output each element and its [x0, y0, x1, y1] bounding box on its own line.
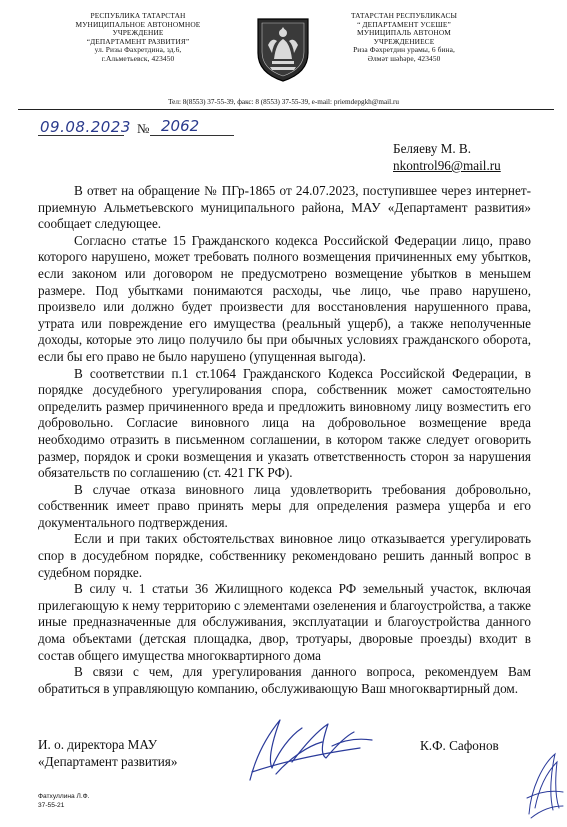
header-right-line: УЧРЕЖДЕНИЕСЕ: [373, 36, 435, 46]
header-left-line: “ДЕПАРТАМЕНТ РАЗВИТИЯ”: [86, 36, 190, 46]
header-left-line: РЕСПУБЛИКА ТАТАРСТАН: [90, 11, 186, 20]
header-left-line: ул. Ризы Фахретдина, зд.6,: [94, 45, 182, 55]
header-right-line: Әлмәт шәһәре, 423450: [367, 53, 441, 63]
header-right-line: “ ДЕПАРТАМЕНТ УСЕШЕ”: [357, 19, 451, 29]
executor-block: [38, 793, 90, 810]
addressee-email[interactable]: nkontrol96@mail.ru: [393, 158, 501, 173]
header-right-line: Риза Фәхретдин урамы, 6 бина,: [353, 45, 455, 55]
header-left-block: [52, 12, 224, 64]
signatory-position-line: И. о. директора МАУ: [38, 737, 158, 752]
body-paragraph: В соответствии п.1 ст.1064 Гражданского Кодекса Российской Федерации, в порядке досудебного урегулирования спора, собственник может самостоятельно определить размер причиненного вреда и предложить виновному лицу возместить его добровольно. Согласие виновного лица на добровольное возмещение вреда необходимо отразить в письменном соглашении, в котором также следует оговорить размер, порядок и сроки возмещения и указать ответственность сторон за нарушения обязательств по соглашению (ст. 421 ГК РФ).: [38, 365, 531, 481]
body-paragraph: В связи с чем, для урегулирования данного вопроса, рекомендуем Вам обратиться в управляющую компанию, обслуживающую Ваш многоквартирный дом.: [38, 664, 531, 696]
header-right-block: [318, 12, 490, 64]
header-left-line: МУНИЦИПАЛЬНОЕ АВТОНОМНОЕ: [75, 19, 201, 29]
executor-phone: 37-55-21: [38, 801, 65, 809]
registration-number-label: №: [137, 121, 150, 136]
handwritten-mark: [521, 748, 567, 822]
addressee-name: Беляеву М. В.: [393, 141, 472, 156]
header-left-line: г.Альметьевск, 423450: [101, 53, 175, 63]
body-paragraph: В случае отказа виновного лица удовлетворить требования добровольно, собственник имеет право принять меры для определения размера ущерба и его документального подтверждения.: [38, 481, 531, 530]
header-right-line: ТАТАРСТАН РЕСПУБЛИКАСЫ: [350, 11, 458, 20]
signatory-position: [38, 736, 177, 770]
signatory-position-line: «Департамент развития»: [38, 754, 178, 769]
header-left-line: УЧРЕЖДЕНИЕ: [112, 28, 164, 38]
registration-date: 09.08.2023: [40, 118, 131, 136]
contacts-line: Тел: 8(8553) 37-55-39, факс: 8 (8553) 37-55-39, e-mail: priemdepgkh@mail.ru: [168, 98, 399, 106]
body-paragraph: Если и при таких обстоятельствах виновное лицо отказывается урегулировать спор в досудебном порядке, собственнику рекомендовано решить данный вопрос в судебном порядке.: [38, 531, 531, 580]
header-divider: [18, 109, 554, 110]
registration-number: 2062: [161, 117, 200, 135]
body-paragraph: Согласно статье 15 Гражданского кодекса Российской Федерации лицо, право которого нарушено, может требовать полного возмещения причиненных ему убытков, если законом или договором не предусмотрено возмещение убытков в меньшем размере. Под убытками понимаются расходы, чье лицо, чье право нарушено, произвело или должно будет произвести для восстановления нарушенного права, утрата или повреждение его имущества (реальный ущерб), а также неполученные доходы, которые это лицо получило бы при обычных условиях гражданского оборота, если бы его право не было нарушено (упущенная выгода).: [38, 232, 531, 364]
registration-number-underline: [150, 135, 234, 136]
addressee-block: [393, 140, 501, 174]
registration-date-underline: [38, 135, 124, 136]
coat-of-arms-icon: [254, 15, 312, 83]
letter-body: [38, 183, 531, 697]
body-paragraph: В силу ч. 1 статьи 36 Жилищного кодекса РФ земельный участок, включая прилегающую к нему территорию с элементами озеленения и благоустройства, а также иные предназначенные для обслуживания, эксплуатации и благоустройства данного дома объектами (детская площадка, двор, тротуары, дворовые проезды) входит в состав общего имущества многоквартирного дома: [38, 581, 531, 663]
header-right-line: МУНИЦИПАЛЬ АВТОНОМ: [357, 28, 451, 38]
body-paragraph: В ответ на обращение № ПГр-1865 от 24.07.2023, поступившее через интернет-приемную Альметьевского муниципального района, МАУ «Департамент развития» сообщает следующее.: [38, 183, 531, 232]
handwritten-signature: [232, 702, 382, 787]
signatory-name: К.Ф. Сафонов: [420, 738, 499, 753]
executor-name: Фатхуллина Л.Ф.: [38, 793, 90, 800]
